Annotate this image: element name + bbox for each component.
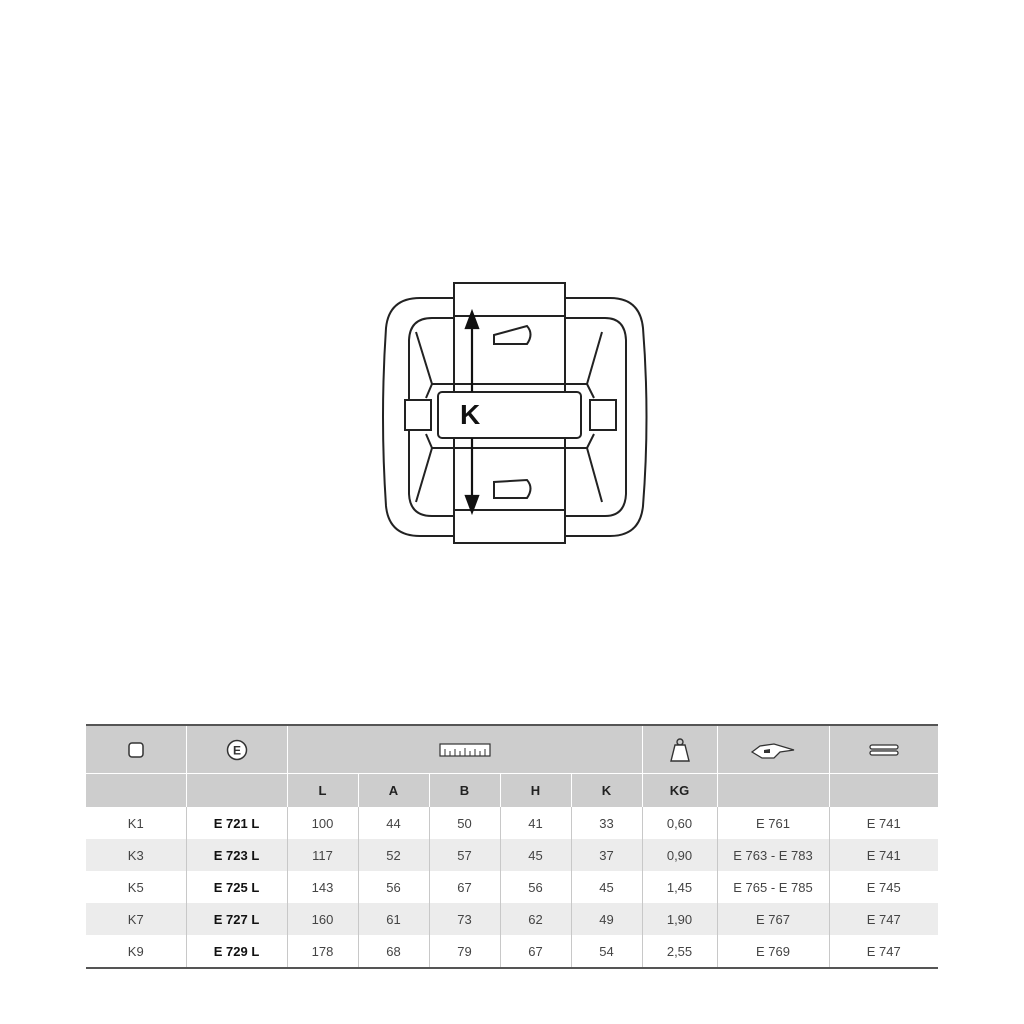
cell-l: 117 [287, 839, 358, 871]
bottom-pin-hole [494, 480, 531, 498]
unit-k: K [571, 774, 642, 808]
cell-b: 67 [429, 871, 500, 903]
top-plate [454, 283, 565, 316]
header-pin [829, 725, 938, 774]
cell-size: K3 [86, 839, 186, 871]
cell-kg: 2,55 [642, 935, 717, 968]
cell-b: 73 [429, 903, 500, 935]
header-code [186, 725, 287, 774]
top-pin-hole [494, 326, 531, 344]
unit-kg: KG [642, 774, 717, 808]
unit-empty [717, 774, 829, 808]
cell-pin: E 747 [866, 943, 901, 959]
unit-empty [86, 774, 186, 808]
cell-a: 61 [358, 903, 429, 935]
cell-k: 45 [571, 871, 642, 903]
cell-code: E 725 L [186, 871, 287, 903]
cell-kg: 0,90 [642, 839, 717, 871]
table-row [86, 807, 938, 839]
cell-kg: 1,90 [642, 903, 717, 935]
left-lug [405, 400, 431, 430]
cell-l: 160 [287, 903, 358, 935]
header-dimensions [287, 725, 642, 774]
cell-pin: E 747 [829, 903, 938, 935]
bottom-plate [454, 510, 565, 543]
unit-a: A [358, 774, 429, 808]
unit-l: L [287, 774, 358, 808]
table-row [86, 871, 938, 903]
header-tooth [717, 725, 829, 774]
cell-tooth: E 765 - E 785 [717, 871, 829, 903]
cell-size: K7 [86, 903, 186, 935]
dimension-label-k: K [460, 399, 481, 430]
tooth-icon [750, 740, 796, 760]
cell-pin: E 741 [829, 839, 938, 871]
cell-k: 37 [571, 839, 642, 871]
cell-size: K5 [86, 871, 186, 903]
cell-h: 41 [500, 807, 571, 839]
right-lug [590, 400, 616, 430]
table-row [86, 839, 938, 871]
e-badge-icon [225, 738, 249, 762]
cell-pin: E 745 [866, 879, 901, 895]
unit-empty [186, 774, 287, 808]
cell-code: E 729 L [186, 935, 287, 968]
pin-icon [868, 743, 900, 757]
cell-a: 52 [358, 839, 429, 871]
unit-empty [829, 774, 938, 808]
cell-a: 44 [358, 807, 429, 839]
table-row [86, 935, 938, 968]
cell-a: 68 [358, 935, 429, 968]
adapter-front-view-drawing [370, 275, 660, 555]
cell-kg: 0,60 [642, 807, 717, 839]
unit-h: H [500, 774, 571, 808]
unit-b: B [429, 774, 500, 808]
cell-code: E 723 L [186, 839, 287, 871]
table-row [86, 903, 938, 935]
header-size [86, 725, 186, 774]
cell-l: 100 [287, 807, 358, 839]
ruler-icon [439, 743, 491, 757]
cell-tooth: E 761 [717, 807, 829, 839]
cell-a: 56 [358, 871, 429, 903]
cell-pin: E 741 [866, 815, 901, 831]
cell-k: 33 [571, 807, 642, 839]
cell-code: E 727 L [186, 903, 287, 935]
cell-tooth: E 767 [717, 903, 829, 935]
cell-h: 56 [500, 871, 571, 903]
cell-k: 49 [571, 903, 642, 935]
header-weight [642, 725, 717, 774]
cell-size: K9 [86, 935, 186, 968]
cell-b: 57 [429, 839, 500, 871]
cell-tooth: E 769 [717, 935, 829, 968]
spec-table [86, 724, 938, 969]
cell-b: 50 [429, 807, 500, 839]
cell-k: 54 [571, 935, 642, 968]
svg-text:E: E [232, 743, 241, 757]
weight-icon [669, 737, 691, 763]
cell-b: 79 [429, 935, 500, 968]
cell-tooth: E 763 - E 783 [717, 839, 829, 871]
cell-kg: 1,45 [642, 871, 717, 903]
cell-l: 178 [287, 935, 358, 968]
cell-l: 143 [287, 871, 358, 903]
square-icon [127, 741, 145, 759]
cell-h: 62 [500, 903, 571, 935]
cell-size: K1 [86, 807, 186, 839]
cell-h: 45 [500, 839, 571, 871]
cell-h: 67 [500, 935, 571, 968]
cell-code: E 721 L [186, 807, 287, 839]
